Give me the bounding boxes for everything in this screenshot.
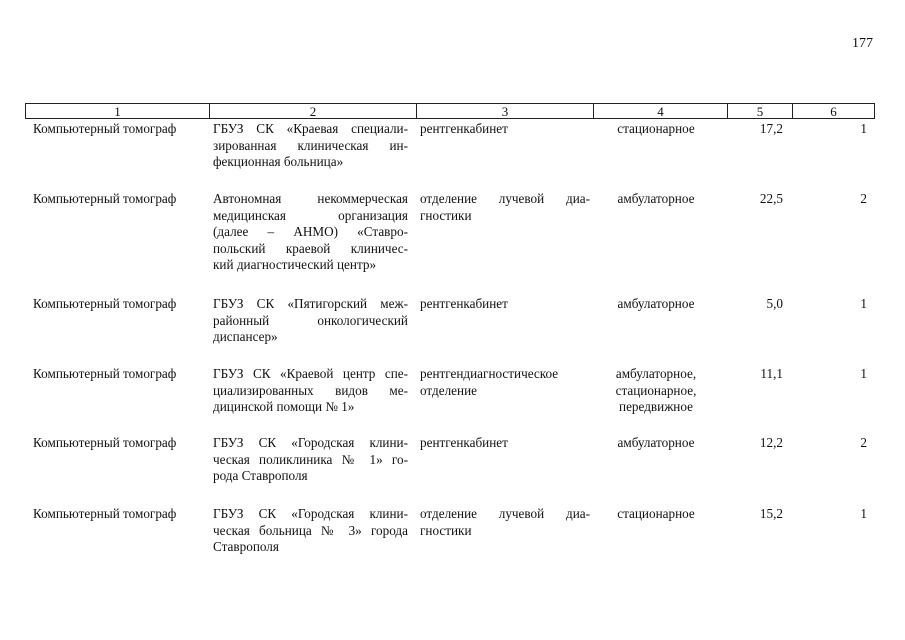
organization-line: ГБУЗ СК «Краевой центр спе- xyxy=(213,366,408,381)
unit-cell xyxy=(420,121,590,138)
organization-line: Автономная некоммерческая xyxy=(213,191,408,206)
count-cell: 1 xyxy=(860,366,867,381)
header-col-6: 6 xyxy=(792,104,874,118)
header-col-1: 1 xyxy=(114,104,121,119)
value-cell: 11,1 xyxy=(760,366,783,381)
unit-cell xyxy=(420,191,590,224)
organization-cell xyxy=(213,296,408,346)
value-cell: 17,2 xyxy=(759,121,783,136)
service-type-cell xyxy=(595,191,717,208)
organization-line: рода Ставрополя xyxy=(213,468,308,483)
service-type-line: амбулаторное xyxy=(617,435,695,450)
organization-line: ГБУЗ СК «Краевая специали- xyxy=(213,121,408,136)
count-cell: 2 xyxy=(860,435,867,450)
unit-line: отделение лучевой диа- xyxy=(420,506,590,521)
unit-line: рентгендиагностическое xyxy=(420,366,559,381)
equipment-cell: Компьютерный томограф xyxy=(33,366,177,381)
unit-cell xyxy=(420,435,590,452)
service-type-line: амбулаторное xyxy=(617,296,695,311)
unit-line: отделение xyxy=(420,382,477,398)
service-type-line: стационарное xyxy=(617,506,695,521)
header-col-4: 4 xyxy=(593,104,727,118)
organization-cell xyxy=(213,191,408,274)
organization-line: медицинская организация xyxy=(213,207,408,223)
organization-line: диспансер» xyxy=(213,329,278,344)
organization-line: дицинской помощи № 1» xyxy=(213,399,355,414)
equipment-cell: Компьютерный томограф xyxy=(33,191,177,206)
value-cell: 12,2 xyxy=(759,435,783,450)
service-type-line: амбулаторное xyxy=(617,191,695,206)
service-type-line: стационарное xyxy=(617,121,695,136)
header-col-5: 5 xyxy=(727,104,792,118)
unit-line: рентгенкабинет xyxy=(420,121,508,136)
unit-cell xyxy=(420,296,590,313)
organization-line: ГБУЗ СК «Пятигорский меж- xyxy=(213,296,408,311)
count-cell: 1 xyxy=(860,121,867,136)
count-cell: 1 xyxy=(860,506,867,521)
service-type-cell xyxy=(595,366,717,416)
organization-line: Ставрополя xyxy=(213,539,279,554)
equipment-cell: Компьютерный томограф xyxy=(33,506,177,521)
unit-line: гностики xyxy=(420,522,472,538)
count-cell: 2 xyxy=(860,191,867,206)
header-col-2: 2 xyxy=(209,104,416,118)
unit-cell xyxy=(420,506,590,539)
organization-line: кий диагностический центр» xyxy=(213,257,377,272)
organization-cell xyxy=(213,366,408,416)
service-type-line: стационарное, xyxy=(615,382,697,398)
organization-line: циализированных видов ме- xyxy=(213,382,408,398)
organization-line: ческая больница № 3» города xyxy=(213,522,408,538)
value-cell: 15,2 xyxy=(759,506,783,521)
organization-line: польский краевой клиничес- xyxy=(213,240,408,256)
service-type-cell xyxy=(595,506,717,523)
organization-line: ческая поликлиника № 1» го- xyxy=(213,451,408,467)
value-cell: 22,5 xyxy=(759,191,783,206)
service-type-cell xyxy=(595,435,717,452)
unit-line: рентгенкабинет xyxy=(420,296,508,311)
service-type-cell xyxy=(595,121,717,138)
page-number: 177 xyxy=(852,36,873,51)
unit-line: отделение лучевой диа- xyxy=(420,191,590,206)
unit-line: рентгенкабинет xyxy=(420,435,508,450)
service-type-line: амбулаторное, xyxy=(615,366,697,381)
unit-cell xyxy=(420,366,590,399)
value-cell: 5,0 xyxy=(766,296,783,311)
count-cell: 1 xyxy=(860,296,867,311)
service-type-line: передвижное xyxy=(619,399,693,414)
organization-line: (далее – АНМО) «Ставро- xyxy=(213,224,408,239)
equipment-cell: Компьютерный томограф xyxy=(33,121,177,136)
service-type-cell xyxy=(595,296,717,313)
table-header xyxy=(25,103,875,119)
equipment-cell: Компьютерный томограф xyxy=(33,435,177,450)
header-col-3: 3 xyxy=(416,104,593,118)
organization-line: районный онкологический xyxy=(213,312,408,328)
organization-line: ГБУЗ СК «Городская клини- xyxy=(213,435,408,450)
organization-cell xyxy=(213,121,408,171)
organization-line: зированная клиническая ин- xyxy=(213,137,408,153)
organization-cell xyxy=(213,435,408,485)
organization-line: фекционная больница» xyxy=(213,154,344,169)
organization-line: ГБУЗ СК «Городская клини- xyxy=(213,506,408,521)
unit-line: гностики xyxy=(420,207,472,223)
equipment-cell: Компьютерный томограф xyxy=(33,296,177,311)
organization-cell xyxy=(213,506,408,556)
